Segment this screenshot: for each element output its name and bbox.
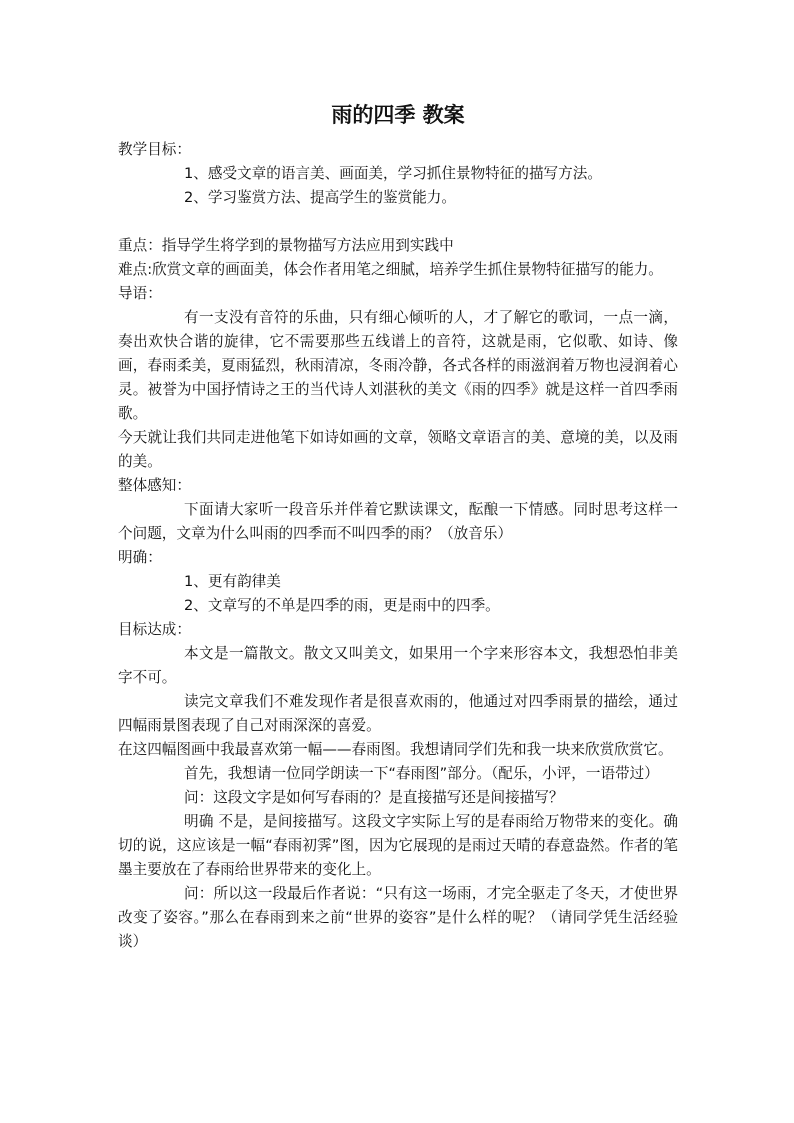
target-paragraph-3: 在这四幅图画中我最喜欢第一幅——春雨图。我想请同学们先和我一块来欣赏欣赏它。	[118, 741, 673, 758]
question-1: 问：这段文字是如何写春雨的？是直接描写还是间接描写？	[184, 789, 564, 806]
clarify-item-1: 1、更有韵律美	[184, 573, 281, 590]
clarify-item-2: 2、文章写的不单是四季的雨，更是雨中的四季。	[184, 597, 500, 614]
intro-paragraph-2: 今天就让我们共同走进他笔下如诗如画的文章，领略文章语言的美、意境的美，以及雨的美。	[118, 429, 678, 470]
goal-item-1: 1、感受文章的语言美、画面美，学习抓住景物特征的描写方法。	[184, 165, 602, 182]
section-heading-intro: 导语：	[118, 285, 162, 302]
section-heading-goals: 教学目标：	[118, 141, 191, 158]
goal-item-2: 2、学习鉴赏方法、提高学生的鉴赏能力。	[184, 189, 456, 206]
target-paragraph-4: 首先，我想请一位同学朗读一下“春雨图”部分。（配乐，小评，一语带过）	[184, 765, 659, 782]
clarify-heading: 明确：	[118, 549, 162, 566]
answer-1: 明确 不是，是间接描写。这段文字实际上写的是春雨给万物带来的变化。确切的说，这应该是一幅“春雨初霁”图，因为它展现的是雨过天晴的春意盎然。作者的笔墨主要放在了春雨给世界带来的变化上。	[118, 813, 678, 878]
intro-paragraph: 有一支没有音符的乐曲，只有细心倾听的人，才了解它的歌词，一点一滴，奏出欢快合谐的旋律，它不需要那些五线谱上的音符，这就是雨，它似歌、如诗、像画，春雨柔美，夏雨猛烈，秋雨清凉，冬雨冷静，各式各样的雨滋润着万物也浸润着心灵。被誉为中国抒情诗之王的当代诗人刘湛秋的美文《雨的四季》就是这样一首四季雨歌。	[118, 309, 678, 422]
section-heading-overall: 整体感知：	[118, 477, 191, 494]
difficult-point: 难点:欣赏文章的画面美，体会作者用笔之细腻，培养学生抓住景物特征描写的能力。	[118, 261, 663, 278]
target-paragraph-2: 读完文章我们不难发现作者是很喜欢雨的，他通过对四季雨景的描绘，通过四幅雨景图表现了自己对雨深深的喜爱。	[118, 693, 678, 734]
document-title: 雨的四季 教案	[331, 103, 465, 127]
key-point: 重点：指导学生将学到的景物描写方法应用到实践中	[118, 237, 454, 254]
overall-paragraph: 下面请大家听一段音乐并伴着它默读课文，酝酿一下情感。同时思考这样一个问题，文章为什么叫雨的四季而不叫四季的雨？（放音乐）	[118, 501, 678, 542]
section-heading-target: 目标达成：	[118, 621, 191, 638]
target-paragraph-1: 本文是一篇散文。散文又叫美文，如果用一个字来形容本文，我想恐怕非美字不可。	[118, 645, 678, 686]
question-2: 问：所以这一段最后作者说：“只有这一场雨，才完全驱走了冬天，才使世界改变了姿容。”那么在春雨到来之前“世界的姿容”是什么样的呢？（请同学凭生活经验谈）	[118, 885, 678, 950]
blank-line	[118, 210, 678, 234]
document-page	[118, 100, 678, 954]
